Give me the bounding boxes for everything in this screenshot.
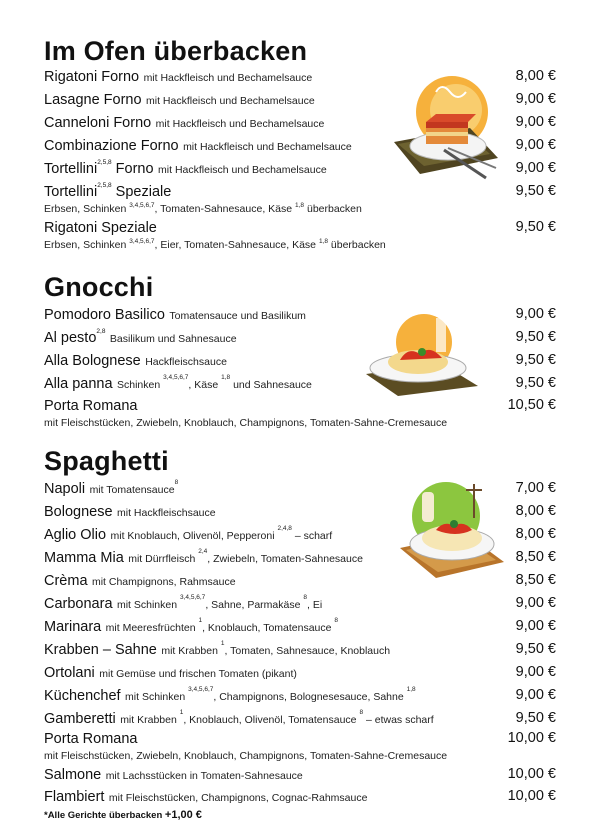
item-name-main: Tortellini [44,161,98,177]
item-price: 10,50 € [507,397,556,413]
item-name: Crèma [44,573,88,589]
item-name: Küchenchef [44,688,121,704]
item-description: Hackfleischsauce [145,356,227,368]
allergen-sup: 2,4 [198,548,208,555]
desc-part: und Sahnesauce [230,379,312,391]
desc-part: , Knoblauch, Olivenöl, Tomatensauce [183,714,360,726]
desc-part: überbacken [304,203,362,215]
desc-part: , Eier, Tomaten-Sahnesauce, Käse [154,239,319,251]
item-name: Ortolani [44,665,95,681]
item-description: mit Gemüse und frischen Tomaten (pikant) [99,668,297,680]
item-name: Rigatoni Forno [44,69,140,85]
allergen-sup: 1,8 [318,238,328,245]
item-description: mit Fleischstücken, Zwiebeln, Knoblauch, Champignons, Tomaten-Sahne-Cremesauce [44,750,448,762]
item-description [89,479,179,496]
menu-item-tortellini-speziale [44,183,556,215]
desc-part: – etwas scharf [363,714,434,726]
menu-item-rigatoni-speziale [44,219,556,251]
item-description: mit Fleischstücken, Zwiebeln, Knoblauch, Champignons, Tomaten-Sahne-Cremesauce [44,417,448,429]
item-name: Aglio Olio [44,527,107,543]
item-description: mit Hackfleischsauce [116,507,216,519]
item-price: 10,00 € [507,730,556,746]
item-price: 9,00 € [515,137,556,153]
item-name: Gamberetti [44,711,116,727]
item-price: 8,00 € [515,503,556,519]
menu-item-porta-romana-spaghetti [44,730,556,762]
item-name: Rigatoni Speziale [44,220,157,236]
desc-part: mit Dürrfleisch [128,553,199,565]
menu-item-pomodoro-basilico [44,306,556,324]
desc-part: , Tomaten-Sahnesauce, Käse [154,203,296,215]
desc-part: mit Knoblauch, Olivenöl, Pepperoni [110,530,278,542]
desc-part: mit Schinken [125,691,189,703]
menu-item-al-pesto [44,329,556,347]
item-price: 9,50 € [515,329,556,345]
item-price: 9,50 € [515,352,556,368]
item-price: 9,00 € [515,595,556,611]
menu-item-bolognese [44,503,556,521]
item-name: Krabben – Sahne [44,642,157,658]
item-name-rest: Speziale [111,184,172,200]
item-name: Salmone [44,767,102,783]
item-description: mit Hackfleisch und Bechamelsauce [143,72,313,84]
item-description [44,203,556,215]
menu-item-ortolani [44,664,556,682]
item-price: 9,00 € [515,114,556,130]
item-name: Flambiert [44,789,105,805]
menu-item-krabben-sahne [44,641,556,659]
menu-item-aglio-olio [44,526,556,544]
item-price: 9,00 € [515,306,556,322]
item-name: Pomodoro Basilico [44,307,165,323]
menu-item-combinazione-forno [44,137,556,155]
allergen-sup: 3,4,5,6,7 [163,374,189,381]
item-name: Porta Romana [44,398,138,414]
item-description [128,548,363,565]
item-price: 9,00 € [515,160,556,176]
desc-part: , Champignons, Bolognesesauce, Sahne [213,691,407,703]
item-price: 9,50 € [515,641,556,657]
allergen-sup: 8 [334,617,339,624]
item-description [125,686,416,703]
allergen-sup: 1 [179,709,184,716]
item-description: mit Fleischstücken, Champignons, Cognac-Rahmsauce [108,792,368,804]
allergen-sup: 2,5,8 [97,182,112,189]
menu-item-rigatoni-forno [44,68,556,86]
allergen-sup: 2,8 [96,328,106,335]
section-title-oven: Im Ofen überbacken [44,36,308,66]
menu-item-kuechenchef [44,687,556,705]
item-name: Marinara [44,619,102,635]
allergen-sup: 2,4,8 [277,525,292,532]
item-price: 9,50 € [515,183,556,199]
menu-item-flambiert [44,788,556,806]
desc-part: , Sahne, Parmakäse [205,599,304,611]
menu-item-gamberetti [44,710,556,728]
allergen-sup: 1,8 [221,374,231,381]
item-description: mit Hackfleisch und Bechamelsauce [158,164,327,176]
desc-part: mit Meeresfrüchten [105,622,199,634]
desc-part: mit Krabben [161,645,221,657]
desc-part: , Knoblauch, Tomatensauce [202,622,335,634]
menu-item-porta-romana-gnocchi [44,397,556,429]
allergen-sup: 3,4,5,6,7 [180,594,206,601]
item-name: Combinazione Forno [44,138,179,154]
item-price: 8,50 € [515,549,556,565]
allergen-sup: 1 [198,617,203,624]
item-description [116,374,312,391]
item-description: mit Hackfleisch und Bechamelsauce [146,95,315,107]
menu-item-tortellini-forno [44,160,556,178]
menu-item-crema [44,572,556,590]
item-description: Tomatensauce und Basilikum [169,310,306,322]
item-price: 7,00 € [515,480,556,496]
menu-item-napoli [44,480,556,498]
item-price: 9,00 € [515,664,556,680]
allergen-sup: 8 [359,709,364,716]
item-name: Canneloni Forno [44,115,152,131]
item-name: Napoli [44,481,86,497]
item-description: mit Lachsstücken in Tomaten-Sahnesauce [105,770,303,782]
item-name: Lasagne Forno [44,92,142,108]
item-name: Porta Romana [44,731,138,747]
item-price: 10,00 € [507,766,556,782]
item-name: Alla panna [44,376,113,392]
item-price: 9,50 € [515,710,556,726]
desc-part: , Ei [307,599,323,611]
allergen-sup: 8 [303,594,307,601]
menu-item-carbonara [44,595,556,613]
allergen-sup: 1,8 [406,686,416,693]
item-name: Carbonara [44,596,113,612]
item-name: Alla Bolognese [44,353,141,369]
footnote [44,809,202,821]
desc-part: mit Schinken [116,599,180,611]
item-price: 9,50 € [515,219,556,235]
section-title-spaghetti: Spaghetti [44,446,169,476]
footnote-extra-price: +1,00 € [164,809,202,821]
allergen-sup: 2,5,8 [97,159,112,166]
item-price: 10,00 € [507,788,556,804]
item-description [116,594,323,611]
desc-part: Erbsen, Schinken [44,203,130,215]
item-description: mit Hackfleisch und Bechamelsauce [183,141,352,153]
section-title-gnocchi: Gnocchi [44,272,154,302]
desc-part: – scharf [291,530,333,542]
menu-item-alla-panna [44,375,556,393]
item-description: mit Champignons, Rahmsauce [91,576,236,588]
item-name [44,330,105,346]
item-description [120,709,434,726]
desc-part: überbacken [327,239,386,251]
item-name-main: Tortellini [44,184,98,200]
allergen-sup: 3,4,5,6,7 [129,238,155,245]
menu-item-marinara [44,618,556,636]
item-name: Mamma Mia [44,550,124,566]
item-description: mit Hackfleisch und Bechamelsauce [155,118,325,130]
allergen-sup: 3,4,5,6,7 [188,686,214,693]
allergen-sup: 3,4,5,6,7 [129,202,155,209]
menu-item-canneloni-forno [44,114,556,132]
item-name-main: Al pesto [44,330,97,346]
item-name-rest: Forno [111,161,154,177]
item-price: 8,00 € [515,526,556,542]
item-description [105,617,339,634]
menu-item-salmone [44,766,556,784]
desc-part: , Käse [188,379,222,391]
allergen-sup: 8 [174,479,179,486]
menu-item-alla-bolognese [44,352,556,370]
desc-part: Erbsen, Schinken [44,239,130,251]
item-name: Bolognese [44,504,113,520]
item-description: Basilikum und Sahnesauce [109,333,237,345]
desc-part: , Zwiebeln, Tomaten-Sahnesauce [207,553,363,565]
item-price: 9,50 € [515,375,556,391]
item-price: 8,00 € [515,68,556,84]
desc-part: , Tomaten, Sahnesauce, Knoblauch [224,645,391,657]
allergen-sup: 1,8 [295,202,305,209]
allergen-sup: 1 [220,640,225,647]
desc-part: mit Krabben [120,714,180,726]
item-name [44,161,154,177]
item-price: 8,50 € [515,572,556,588]
item-price: 9,00 € [515,618,556,634]
item-name [44,184,171,200]
footnote-text: *Alle Gerichte überbacken [44,810,165,821]
item-description [161,640,391,657]
item-price: 9,00 € [515,687,556,703]
menu-item-mamma-mia [44,549,556,567]
menu-item-lasagne-forno [44,91,556,109]
item-price: 9,00 € [515,91,556,107]
desc-part: mit Tomatensauce [89,484,175,496]
desc-part: Schinken [116,379,164,391]
item-description [44,239,556,251]
item-description [110,525,333,542]
